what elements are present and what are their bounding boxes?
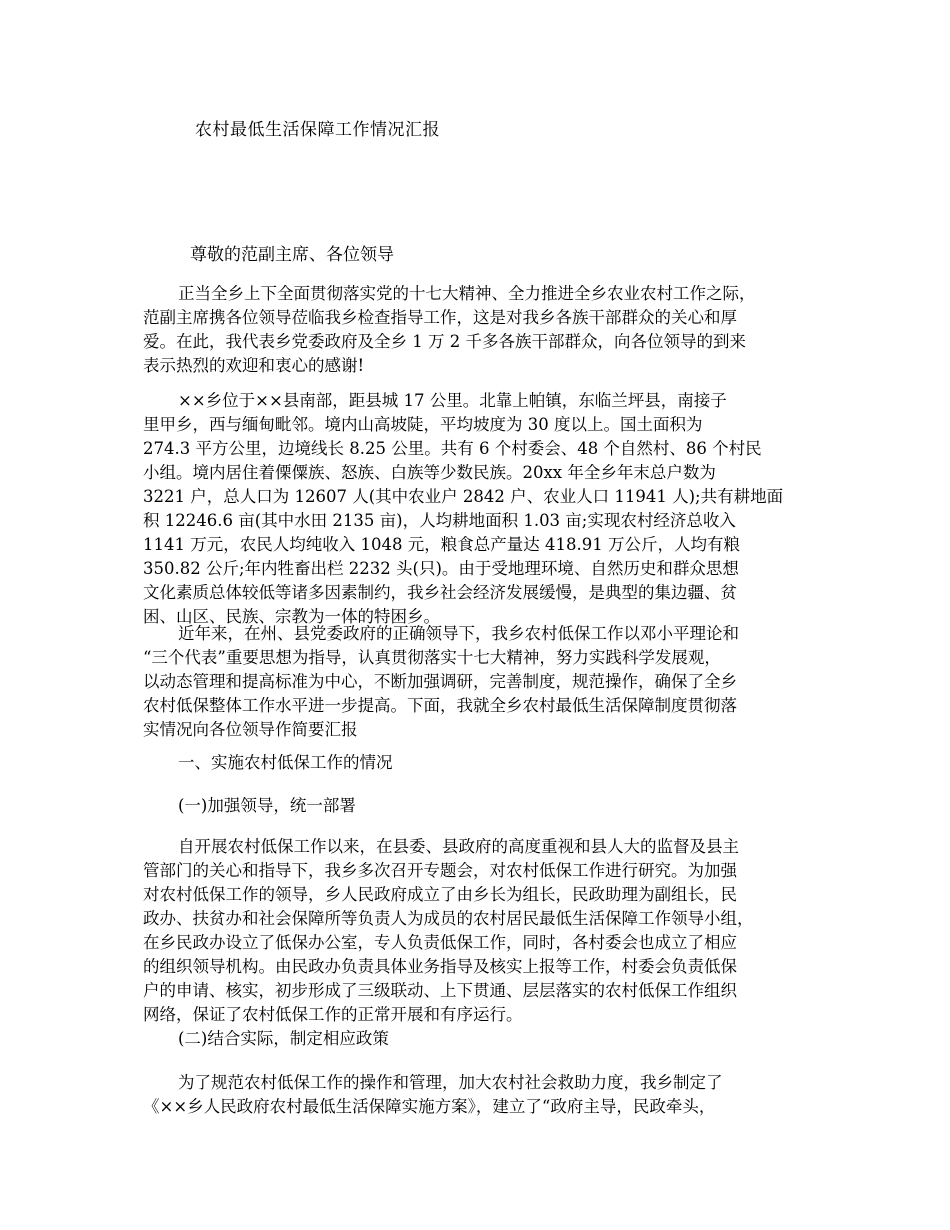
paragraph-policy — [143, 1071, 823, 1119]
subsection-heading: (二)结合实际，制定相应政策 — [178, 1029, 389, 1048]
paragraph-welcome — [143, 282, 823, 378]
text-line: 农村低保整体工作水平进一步提高。下面，我就全乡农村最低生活保障制度贯彻落 — [143, 696, 737, 715]
text-line: 户的申请、核实，初步形成了三级联动、上下贯通、层层落实的农村低保工作组织 — [143, 981, 737, 1000]
salutation: 尊敬的范副主席、各位领导 — [190, 245, 394, 265]
paragraph-leadership — [143, 835, 823, 1027]
text-line: 困、山区、民族、宗教为一体的特困乡。 — [143, 607, 440, 626]
text-line: 正当全乡上下全面贯彻落实党的十七大精神、全力推进全乡农业农村工作之际， — [178, 284, 756, 303]
text-line: 在乡民政办设立了低保办公室，专人负责低保工作，同时，各村委会也成立了相应 — [143, 933, 737, 952]
section-heading: 一、实施农村低保工作的情况 — [178, 753, 393, 772]
text-line: 对农村低保工作的领导，乡人民政府成立了由乡长为组长，民政助理为副组长，民 — [143, 885, 737, 904]
paragraph-recent-years — [143, 622, 823, 742]
text-line: 274.3 平方公里，边境线长 8.25 公里。共有 6 个村委会、48 个自然村、86 个村民 — [143, 439, 762, 458]
text-line: 表示热烈的欢迎和衷心的感谢! — [143, 356, 365, 375]
text-line: ××乡位于××县南部，距县城 17 公里。北靠上帕镇，东临兰坪县，南接子 — [178, 391, 727, 410]
text-line: 小组。境内居住着傈僳族、怒族、白族等少数民族。20xx 年全乡年末总户数为 — [143, 463, 716, 482]
text-line: 积 12246.6 亩(其中水田 2135 亩)，人均耕地面积 1.03 亩;实现农村经济总收入 — [143, 511, 736, 530]
text-line: 管部门的关心和指导下，我乡多次召开专题会，对农村低保工作进行研究。为加强 — [143, 861, 737, 880]
text-line: 网络，保证了农村低保工作的正常开展和有序运行。 — [143, 1005, 523, 1024]
text-line: 1141 万元，农民人均纯收入 1048 元，粮食总产量达 418.91 万公斤，人均有粮 — [143, 535, 740, 554]
text-line: 实情况向各位领导作简要汇报 — [143, 720, 358, 739]
document-title: 农村最低生活保障工作情况汇报 — [195, 120, 440, 140]
text-line: 3221 户，总人口为 12607 人(其中农业户 2842 户、农业人口 11941 人);共有耕地面 — [143, 487, 784, 506]
subsection-heading: (一)加强领导，统一部署 — [178, 796, 356, 815]
text-line: 的组织领导机构。由民政办负责具体业务指导及核实上报等工作，村委会负责低保 — [143, 957, 737, 976]
text-line: 以动态管理和提高标准为中心，不断加强调研，完善制度，规范操作，确保了全乡 — [143, 672, 737, 691]
text-line: 自开展农村低保工作以来，在县委、县政府的高度重视和县人大的监督及县主 — [178, 837, 739, 856]
text-line: 为了规范农村低保工作的操作和管理，加大农村社会救助力度，我乡制定了 — [178, 1073, 723, 1092]
text-line: 政办、扶贫办和社会保障所等负责人为成员的农村居民最低生活保障工作领导小组， — [143, 909, 754, 928]
text-line: 《××乡人民政府农村最低生活保障实施方案》，建立了“政府主导，民政牵头， — [143, 1097, 716, 1116]
text-line: 350.82 公斤;年内牲畜出栏 2232 头(只)。由于受地理环境、自然历史和群众思想 — [143, 559, 739, 578]
text-line: 范副主席携各位领导莅临我乡检查指导工作，这是对我乡各族干部群众的关心和厚 — [143, 308, 737, 327]
text-line: “三个代表”重要思想为指导，认真贯彻落实十七大精神，努力实践科学发展观， — [143, 648, 721, 667]
text-line: 近年来，在州、县党委政府的正确领导下，我乡农村低保工作以邓小平理论和 — [178, 624, 739, 643]
text-line: 文化素质总体较低等诸多因素制约，我乡社会经济发展缓慢，是典型的集边疆、贫 — [143, 583, 737, 602]
text-line: 爱。在此，我代表乡党委政府及全乡 1 万 2 千多各族干部群众，向各位领导的到来 — [143, 332, 746, 351]
paragraph-overview — [143, 389, 823, 629]
text-line: 里甲乡，西与缅甸毗邻。境内山高坡陡，平均坡度为 30 度以上。国土面积为 — [143, 415, 703, 434]
